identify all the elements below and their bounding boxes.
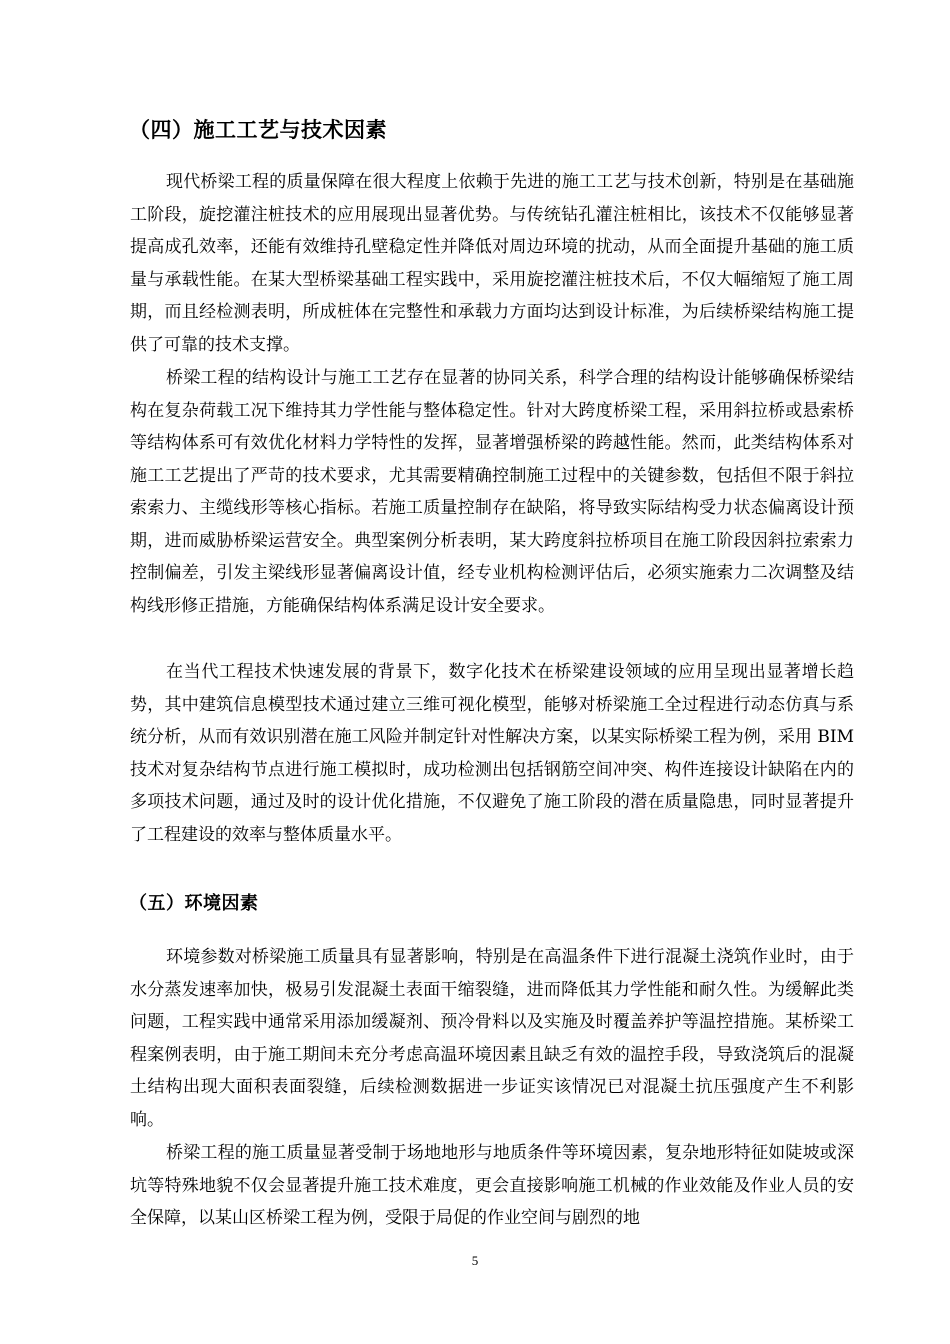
paragraph: 环境参数对桥梁施工质量具有显著影响，特别是在高温条件下进行混凝土浇筑作业时，由于水分蒸发速率加快，极易引发混凝土表面干缩裂缝，进而降低其力学性能和耐久性。为缓解此类问题，工程实践中通常采用添加缓凝剂、预冷骨料以及实施及时覆盖养护等温控措施。某桥梁工程案例表明，由于施工期间未充分考虑高温环境因素且缺乏有效的温控手段，导致浇筑后的混凝土结构出现大面积表面裂缝，后续检测数据进一步证实该情况已对混凝土抗压强度产生不利影响。 — [130, 947, 854, 1130]
section-heading-5: （五）环境因素 — [129, 893, 259, 914]
paragraph: 在当代工程技术快速发展的背景下，数字化技术在桥梁建设领域的应用呈现出显著增长趋势，其中建筑信息模型技术通过建立三维可视化模型，能够对桥梁施工全过程进行动态仿真与系统分析，从而有效识别潜在施工风险并制定针对性解决方案，以某实际桥梁工程为例，采用 BIM 技术对复杂结构节点进行施工模拟时，成功检测出包括钢筋空间冲突、构件连接设计缺陷在内的多项技术问题，通过及时的设计优化措施，不仅避免了施工阶段的潜在质量隐患，同时显著提升了工程建设的效率与整体质量水平。 — [130, 662, 854, 845]
paragraph: 桥梁工程的施工质量显著受制于场地地形与地质条件等环境因素，复杂地形特征如陡坡或深坑等特殊地貌不仅会显著提升施工技术难度，更会直接影响施工机械的作业效能及作业人员的安全保障，以某山区桥梁工程为例，受限于局促的作业空间与剧烈的地 — [130, 1143, 854, 1228]
paragraph: 桥梁工程的结构设计与施工工艺存在显著的协同关系，科学合理的结构设计能够确保桥梁结构在复杂荷载工况下维持其力学性能与整体稳定性。针对大跨度桥梁工程，采用斜拉桥或悬索桥等结构体系可有效优化材料力学特性的发挥，显著增强桥梁的跨越性能。然而，此类结构体系对施工工艺提出了严苛的技术要求，尤其需要精确控制施工过程中的关键参数，包括但不限于斜拉索索力、主缆线形等核心指标。若施工质量控制存在缺陷，将导致实际结构受力状态偏离设计预期，进而威胁桥梁运营安全。典型案例分析表明，某大跨度斜拉桥项目在施工阶段因斜拉索索力控制偏差，引发主梁线形显著偏离设计值，经专业机构检测评估后，必须实施索力二次调整及结构线形修正措施，方能确保结构体系满足设计安全要求。 — [130, 368, 854, 616]
page-number: 5 — [471, 1253, 479, 1268]
section-heading-4: （四）施工工艺与技术因素 — [129, 118, 387, 142]
paragraph: 现代桥梁工程的质量保障在很大程度上依赖于先进的施工工艺与技术创新，特别是在基础施工阶段，旋挖灌注桩技术的应用展现出显著优势。与传统钻孔灌注桩相比，该技术不仅能够显著提高成孔效率，还能有效维持孔壁稳定性并降低对周边环境的扰动，从而全面提升基础的施工质量与承载性能。在某大型桥梁基础工程实践中，采用旋挖灌注桩技术后，不仅大幅缩短了施工周期，而且经检测表明，所成桩体在完整性和承载力方面均达到设计标准，为后续桥梁结构施工提供了可靠的技术支撑。 — [130, 172, 854, 355]
